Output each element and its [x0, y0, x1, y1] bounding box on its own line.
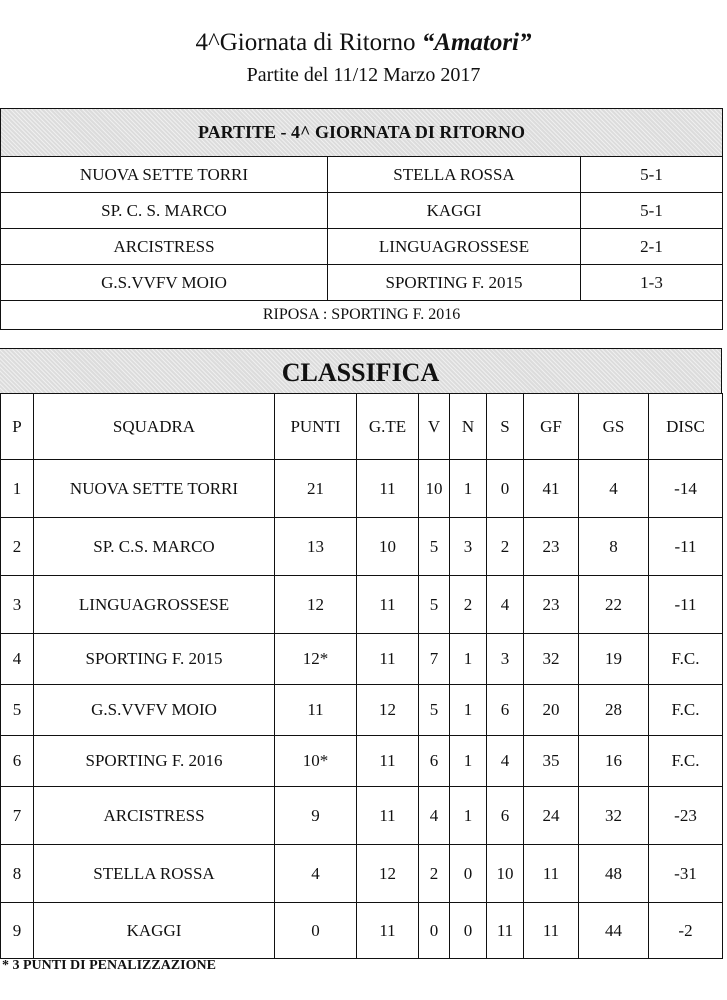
cell-losses: 4	[487, 736, 524, 787]
standings-title: CLASSIFICA	[0, 348, 722, 393]
cell-points: 9	[275, 787, 357, 845]
match-home-team: NUOVA SETTE TORRI	[1, 157, 328, 193]
cell-wins: 5	[419, 685, 450, 736]
cell-goals-for: 35	[524, 736, 579, 787]
cell-losses: 6	[487, 787, 524, 845]
cell-pos: 5	[1, 685, 34, 736]
title-team: “Amatori”	[421, 29, 532, 56]
cell-points: 13	[275, 518, 357, 576]
match-away-team: SPORTING F. 2015	[328, 265, 581, 301]
cell-points: 12	[275, 576, 357, 634]
cell-pos: 8	[1, 845, 34, 903]
cell-played: 11	[357, 736, 419, 787]
cell-goals-for: 20	[524, 685, 579, 736]
match-away-team: KAGGI	[328, 193, 581, 229]
cell-pos: 6	[1, 736, 34, 787]
standings-row	[1, 634, 723, 685]
cell-points: 11	[275, 685, 357, 736]
column-header-goals-against: GS	[579, 394, 649, 460]
cell-wins: 5	[419, 576, 450, 634]
cell-team: SPORTING F. 2015	[34, 634, 275, 685]
cell-discipline: F.C.	[649, 634, 723, 685]
resting-team: RIPOSA : SPORTING F. 2016	[1, 301, 723, 330]
match-row	[1, 265, 723, 301]
cell-losses: 11	[487, 903, 524, 959]
cell-draws: 3	[450, 518, 487, 576]
cell-played: 12	[357, 685, 419, 736]
cell-wins: 6	[419, 736, 450, 787]
cell-wins: 7	[419, 634, 450, 685]
cell-losses: 4	[487, 576, 524, 634]
matches-title: PARTITE - 4^ GIORNATA DI RITORNO	[1, 109, 723, 157]
match-score: 1-3	[581, 265, 723, 301]
cell-wins: 5	[419, 518, 450, 576]
column-header-losses: S	[487, 394, 524, 460]
cell-points: 10*	[275, 736, 357, 787]
cell-played: 11	[357, 903, 419, 959]
cell-pos: 2	[1, 518, 34, 576]
cell-team: NUOVA SETTE TORRI	[34, 460, 275, 518]
column-header-points: PUNTI	[275, 394, 357, 460]
cell-team: LINGUAGROSSESE	[34, 576, 275, 634]
match-away-team: STELLA ROSSA	[328, 157, 581, 193]
cell-discipline: -2	[649, 903, 723, 959]
cell-goals-against: 48	[579, 845, 649, 903]
column-header-draws: N	[450, 394, 487, 460]
cell-points: 21	[275, 460, 357, 518]
column-header-pos: P	[1, 394, 34, 460]
match-row	[1, 229, 723, 265]
cell-draws: 1	[450, 787, 487, 845]
cell-goals-against: 8	[579, 518, 649, 576]
cell-goals-for: 11	[524, 903, 579, 959]
match-row	[1, 193, 723, 229]
cell-losses: 2	[487, 518, 524, 576]
cell-discipline: -14	[649, 460, 723, 518]
cell-goals-for: 23	[524, 518, 579, 576]
match-home-team: ARCISTRESS	[1, 229, 328, 265]
cell-pos: 1	[1, 460, 34, 518]
cell-discipline: -11	[649, 576, 723, 634]
column-header-goals-for: GF	[524, 394, 579, 460]
cell-losses: 3	[487, 634, 524, 685]
cell-team: G.S.VVFV MOIO	[34, 685, 275, 736]
cell-goals-against: 32	[579, 787, 649, 845]
cell-pos: 4	[1, 634, 34, 685]
cell-draws: 1	[450, 685, 487, 736]
column-header-team: SQUADRA	[34, 394, 275, 460]
cell-draws: 1	[450, 736, 487, 787]
cell-played: 10	[357, 518, 419, 576]
cell-draws: 2	[450, 576, 487, 634]
column-header-played: G.TE	[357, 394, 419, 460]
cell-draws: 1	[450, 460, 487, 518]
cell-wins: 2	[419, 845, 450, 903]
cell-played: 11	[357, 787, 419, 845]
standings-row	[1, 518, 723, 576]
cell-losses: 6	[487, 685, 524, 736]
standings-row	[1, 903, 723, 959]
matches-table	[0, 108, 723, 330]
cell-team: KAGGI	[34, 903, 275, 959]
cell-goals-for: 24	[524, 787, 579, 845]
cell-wins: 0	[419, 903, 450, 959]
cell-played: 11	[357, 460, 419, 518]
cell-wins: 4	[419, 787, 450, 845]
cell-points: 12*	[275, 634, 357, 685]
cell-draws: 0	[450, 903, 487, 959]
cell-team: SPORTING F. 2016	[34, 736, 275, 787]
cell-team: SP. C.S. MARCO	[34, 518, 275, 576]
cell-team: STELLA ROSSA	[34, 845, 275, 903]
cell-goals-against: 4	[579, 460, 649, 518]
standings-row	[1, 787, 723, 845]
page-subtitle: Partite del 11/12 Marzo 2017	[246, 64, 481, 86]
cell-goals-for: 11	[524, 845, 579, 903]
cell-wins: 10	[419, 460, 450, 518]
standings-row	[1, 576, 723, 634]
cell-goals-for: 32	[524, 634, 579, 685]
cell-discipline: -31	[649, 845, 723, 903]
cell-losses: 0	[487, 460, 524, 518]
column-header-wins: V	[419, 394, 450, 460]
match-home-team: SP. C. S. MARCO	[1, 193, 328, 229]
cell-draws: 0	[450, 845, 487, 903]
title-prefix: 4^Giornata di Ritorno	[195, 29, 416, 56]
standings-row	[1, 460, 723, 518]
standings-row	[1, 736, 723, 787]
cell-discipline: -23	[649, 787, 723, 845]
cell-played: 11	[357, 576, 419, 634]
cell-goals-against: 28	[579, 685, 649, 736]
page-title	[0, 28, 727, 58]
cell-team: ARCISTRESS	[34, 787, 275, 845]
cell-played: 12	[357, 845, 419, 903]
cell-played: 11	[357, 634, 419, 685]
column-header-discipline: DISC	[649, 394, 723, 460]
cell-goals-for: 23	[524, 576, 579, 634]
match-score: 2-1	[581, 229, 723, 265]
cell-points: 0	[275, 903, 357, 959]
match-away-team: LINGUAGROSSESE	[328, 229, 581, 265]
standings-row	[1, 685, 723, 736]
cell-pos: 9	[1, 903, 34, 959]
standings-row	[1, 845, 723, 903]
penalty-footnote: * 3 PUNTI DI PENALIZZAZIONE	[2, 958, 216, 973]
cell-goals-against: 44	[579, 903, 649, 959]
cell-goals-against: 19	[579, 634, 649, 685]
match-home-team: G.S.VVFV MOIO	[1, 265, 328, 301]
cell-goals-for: 41	[524, 460, 579, 518]
cell-losses: 10	[487, 845, 524, 903]
cell-goals-against: 22	[579, 576, 649, 634]
cell-discipline: F.C.	[649, 685, 723, 736]
cell-pos: 7	[1, 787, 34, 845]
cell-points: 4	[275, 845, 357, 903]
cell-discipline: F.C.	[649, 736, 723, 787]
cell-draws: 1	[450, 634, 487, 685]
cell-pos: 3	[1, 576, 34, 634]
cell-goals-against: 16	[579, 736, 649, 787]
standings-header-row	[1, 394, 723, 460]
match-row	[1, 157, 723, 193]
cell-discipline: -11	[649, 518, 723, 576]
match-score: 5-1	[581, 193, 723, 229]
standings-table	[0, 393, 723, 959]
match-score: 5-1	[581, 157, 723, 193]
